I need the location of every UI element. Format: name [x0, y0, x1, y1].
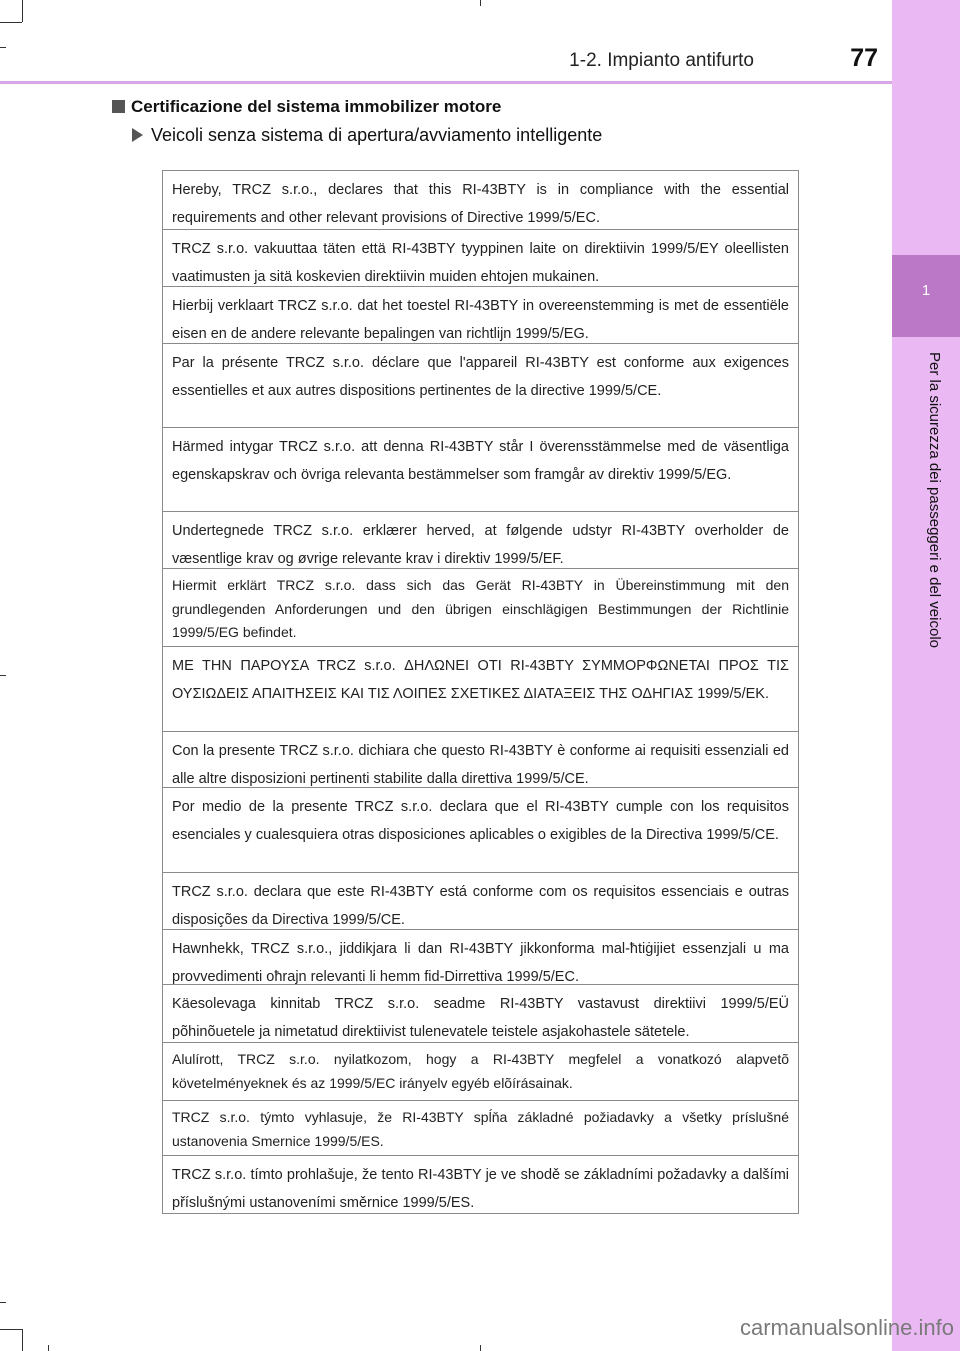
declaration-el: ΜΕ ΤΗΝ ΠΑΡΟΥΣΑ TRCZ s.r.o. ΔΗΛΩΝΕΙ ΟΤΙ RI-43BTY ΣΥΜΜΟΡΦΩΝΕΤΑΙ ΠΡΟΣ ΤΙΣ ΟΥΣΙΩΔΕΙΣ ΑΠΑΙΤΗΣΕΙΣ ΚΑΙ ΤΙΣ ΛΟΙΠΕΣ ΣΧΕΤΙΚΕΣ ΔΙΑΤΑΞΕΙΣ ΤΗΣ ΟΔΗΓΙΑΣ 1999/5/ΕΚ. — [163, 646, 798, 731]
declaration-fi: TRCZ s.r.o. vakuuttaa täten että RI-43BTY tyyppinen laite on direktiivin 1999/5/EY oleellisten vaatimusten ja sitä koskevien direktiivin muiden ehtojen mukainen. — [163, 229, 798, 286]
declaration-sv: Härmed intygar TRCZ s.r.o. att denna RI-43BTY står I överensstämmelse med de väsentliga egenskapskrav och övriga relevanta bestämmelser som framgår av direktiv 1999/5/EG. — [163, 427, 798, 511]
declarations-table — [162, 170, 799, 1214]
declaration-da: Undertegnede TRCZ s.r.o. erklærer herved, at følgende udstyr RI-43BTY overholder de væsentlige krav og øvrige relevante krav i direktiv 1999/5/EF. — [163, 511, 798, 568]
declaration-nl: Hierbij verklaart TRCZ s.r.o. dat het toestel RI-43BTY in overeenstemming is met de essentiële eisen en de andere relevante bepalingen van richtlijn 1999/5/EG. — [163, 286, 798, 343]
chapter-number: 1 — [921, 282, 931, 299]
declaration-de: Hiermit erklärt TRCZ s.r.o. dass sich das Gerät RI-43BTY in Übereinstimmung mit den grundlegenden Anforderungen und den übrigen einschlägigen Bestimmungen der Richtlinie 1999/5/EG befindet. — [163, 568, 798, 646]
chapter-title: Per la sicurezza dei passeggeri e del veicolo — [926, 352, 943, 648]
crop-mark — [0, 22, 22, 23]
crop-mark — [48, 1345, 49, 1351]
crop-mark — [0, 1302, 6, 1303]
crop-mark — [0, 1329, 22, 1330]
declaration-hu: Alulírott, TRCZ s.r.o. nyilatkozom, hogy a RI-43BTY megfelel a vonatkozó alapvetõ követelményeknek és az 1999/5/EC irányelv egyéb elõírásainak. — [163, 1042, 798, 1100]
crop-mark — [22, 0, 23, 22]
watermark: carmanualsonline.info — [739, 1315, 954, 1340]
declaration-sk: TRCZ s.r.o. týmto vyhlasuje, že RI-43BTY spĺňa základné požiadavky a všetky príslušné ustanovenia Smernice 1999/5/ES. — [163, 1100, 798, 1155]
section-title: 1-2. Impianto antifurto — [569, 50, 754, 71]
declaration-fr: Par la présente TRCZ s.r.o. déclare que l'appareil RI-43BTY est conforme aux exigences essentielles et aux autres dispositions pertinentes de la directive 1999/5/CE. — [163, 343, 798, 427]
page-number: 77 — [850, 44, 878, 72]
chapter-side-tab — [892, 0, 960, 1351]
declaration-es: Por medio de la presente TRCZ s.r.o. declara que el RI-43BTY cumple con los requisitos esenciales y cualesquiera otras disposiciones aplicables o exigibles de la Directiva 1999/5/CE. — [163, 787, 798, 872]
declaration-pt: TRCZ s.r.o. declara que este RI-43BTY está conforme com os requisitos essenciais e outras disposições da Directiva 1999/5/CE. — [163, 872, 798, 929]
section-subheading — [132, 125, 602, 146]
declaration-mt: Hawnhekk, TRCZ s.r.o., jiddikjara li dan RI-43BTY jikkonforma mal-ħtiġijiet essenzjali u ma provvedimenti oħrajn relevanti li hemm fid-Dirrettiva 1999/5/EC. — [163, 929, 798, 984]
declaration-cs: TRCZ s.r.o. tímto prohlašuje, že tento RI-43BTY je ve shodě se základními požadavky a dalšími příslušnými ustanoveními směrnice 1999/5/ES. — [163, 1155, 798, 1213]
crop-mark — [22, 1329, 23, 1351]
square-bullet-icon — [112, 100, 125, 113]
section-heading-text: Certificazione del sistema immobilizer motore — [131, 97, 502, 116]
crop-mark — [0, 675, 6, 676]
declaration-it: Con la presente TRCZ s.r.o. dichiara che questo RI-43BTY è conforme ai requisiti essenziali ed alle altre disposizioni pertinenti stabilite dalla direttiva 1999/5/CE. — [163, 731, 798, 787]
header-rule — [0, 81, 892, 84]
crop-mark — [0, 47, 6, 48]
declaration-en: Hereby, TRCZ s.r.o., declares that this RI-43BTY is in compliance with the essential requirements and other relevant provisions of Directive 1999/5/EC. — [172, 182, 789, 226]
crop-mark — [480, 1345, 481, 1351]
declaration-et: Käesolevaga kinnitab TRCZ s.r.o. seadme RI-43BTY vastavust direktiivi 1999/5/EÜ põhinõuetele ja nimetatud direktiivist tulenevatele teistele asjakohastele sätetele. — [163, 984, 798, 1042]
crop-mark — [480, 0, 481, 6]
section-heading — [112, 97, 501, 117]
section-subheading-text: Veicoli senza sistema di apertura/avviamento intelligente — [151, 125, 603, 145]
triangle-bullet-icon — [132, 128, 143, 142]
